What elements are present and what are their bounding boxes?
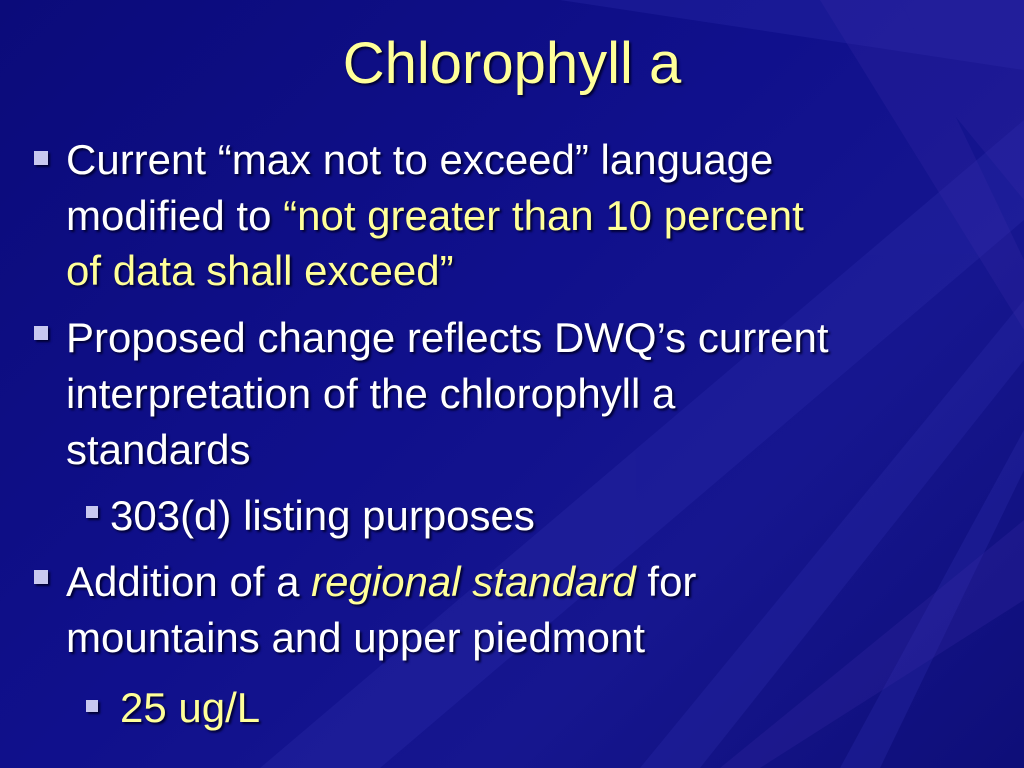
bullet-3-line-1-end: for xyxy=(635,558,697,605)
bullet-2-line-1: Proposed change reflects DWQ’s current xyxy=(66,314,829,361)
sub-bullet-square-icon xyxy=(86,506,98,518)
slide-title: Chlorophyll a xyxy=(342,31,682,96)
bullet-3-line-1-italic: regional standard xyxy=(311,558,636,605)
bullet-1-line-2-plain: modified to xyxy=(66,192,284,239)
bullet-square-icon xyxy=(34,151,48,165)
bullet-1-line-3: of data shall exceed” xyxy=(66,247,454,294)
bullet-1-line-2-highlight: “not greater than 10 percent xyxy=(283,192,804,239)
bullet-3-line-1-plain: Addition of a xyxy=(66,558,312,605)
bullet-2-line-3: standards xyxy=(66,426,251,473)
bullet-3-line-2: mountains and upper piedmont xyxy=(66,614,646,661)
bullet-3-line-1 xyxy=(66,554,696,610)
bullet-3-sub: 25 ug/L xyxy=(120,684,261,731)
bullet-square-icon xyxy=(34,570,48,584)
bullet-1-line-2 xyxy=(66,188,804,244)
bullet-2-line-2: interpretation of the chlorophyll a xyxy=(66,370,676,417)
bullet-1-line-1: Current “max not to exceed” language xyxy=(66,136,774,183)
bullet-square-icon xyxy=(34,326,48,340)
sub-bullet-square-icon xyxy=(86,700,98,712)
bullet-2-sub: 303(d) listing purposes xyxy=(110,492,535,539)
